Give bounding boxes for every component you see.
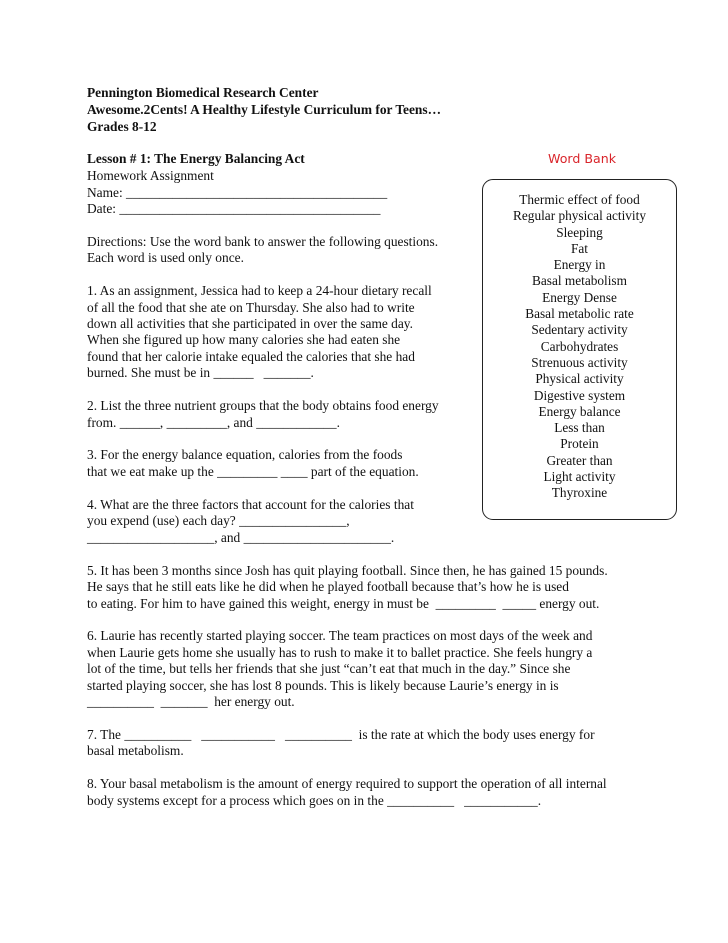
question-2-line: from. ______, _________, and ____________.	[87, 415, 340, 430]
question-8-line: 8. Your basal metabolism is the amount of energy required to support the operation of all internal	[87, 776, 607, 791]
question-2-line: 2. List the three nutrient groups that the body obtains food energy	[87, 398, 439, 413]
question-1-line: 1. As an assignment, Jessica had to keep a 24-hour dietary recall	[87, 283, 432, 298]
word-bank-item: Carbohydrates	[540, 338, 619, 354]
lesson-subtitle: Homework Assignment	[87, 168, 214, 183]
word-bank-list	[483, 192, 676, 502]
question-1-line: found that her calorie intake equaled the calories that she had	[87, 349, 415, 364]
question-4-line: you expend (use) each day? ________________,	[87, 513, 350, 528]
question-5-line: 5. It has been 3 months since Josh has quit playing football. Since then, he has gained 15 pounds.	[87, 563, 608, 578]
word-bank-item: Basal metabolic rate	[525, 306, 634, 322]
word-bank-item: Energy balance	[538, 403, 621, 419]
word-bank-item: Greater than	[546, 452, 613, 468]
word-bank-item: Sedentary activity	[531, 322, 628, 338]
word-bank-item: Protein	[560, 436, 599, 452]
word-bank-item: Digestive system	[533, 387, 626, 403]
word-bank-item: Sleeping	[556, 224, 603, 240]
directions-line: Directions: Use the word bank to answer the following questions.	[87, 234, 439, 249]
question-4-line: 4. What are the three factors that account for the calories that	[87, 497, 414, 512]
question-8-line: body systems except for a process which goes on in the __________ ___________.	[87, 793, 542, 808]
question-1-line: of all the food that she ate on Thursday. She also had to write	[87, 300, 415, 315]
question-1-line: burned. She must be in ______ _______.	[87, 365, 314, 380]
org-heading: Pennington Biomedical Research Center	[87, 85, 319, 100]
question-1-line: down all activities that she participated in over the same day.	[87, 316, 413, 331]
question-3-line: that we eat make up the _________ ____ part of the equation.	[87, 464, 419, 479]
question-1-line: When she figured up how many calories she had eaten she	[87, 332, 401, 347]
question-6-line: __________ _______ her energy out.	[87, 694, 295, 709]
word-bank-title: Word Bank	[548, 151, 617, 166]
word-bank-item: Thyroxine	[551, 485, 608, 501]
word-bank-item: Energy Dense	[542, 289, 617, 305]
question-6-line: lot of the time, but tells her friends that she just “can’t eat that much in the day.” Since she	[87, 661, 571, 676]
name-field: Name: _______________________________________	[87, 185, 388, 200]
question-5-line: He says that he still eats like he did when he played football because that’s how he is used	[87, 579, 569, 594]
word-bank-item: Basal metabolism	[532, 273, 627, 289]
question-7-line: 7. The __________ ___________ __________ is the rate at which the body uses energy for	[87, 727, 595, 742]
question-6-line: when Laurie gets home she usually has to rush to make it to ballet practice. She feels hungry a	[87, 645, 593, 660]
question-6-line: 6. Laurie has recently started playing soccer. The team practices on most days of the week and	[87, 628, 593, 643]
word-bank-item: Thermic effect of food	[519, 192, 640, 207]
word-bank-box	[482, 179, 677, 520]
question-4-line: ___________________, and ______________________.	[87, 530, 395, 545]
question-3-line: 3. For the energy balance equation, calories from the foods	[87, 447, 403, 462]
question-7-line: basal metabolism.	[87, 743, 184, 758]
word-bank-item: Strenuous activity	[531, 354, 628, 370]
word-bank-item: Fat	[571, 240, 588, 256]
question-6-line: started playing soccer, she has lost 8 pounds. This is likely because Laurie’s energy in is	[87, 678, 559, 693]
word-bank-item: Less than	[554, 420, 605, 436]
grades-heading: Grades 8-12	[87, 119, 157, 134]
question-5-line: to eating. For him to have gained this weight, energy in must be _________ _____ energy out.	[87, 596, 600, 611]
lesson-title: Lesson # 1: The Energy Balancing Act	[87, 151, 305, 166]
directions-line: Each word is used only once.	[87, 250, 244, 265]
word-bank-item: Physical activity	[535, 371, 624, 387]
curriculum-heading: Awesome.2Cents! A Healthy Lifestyle Curriculum for Teens…	[87, 102, 441, 117]
word-bank-item: Light activity	[543, 469, 616, 485]
date-field: Date: _______________________________________	[87, 201, 381, 216]
word-bank-item: Energy in	[553, 257, 606, 273]
word-bank-item: Regular physical activity	[513, 208, 646, 224]
